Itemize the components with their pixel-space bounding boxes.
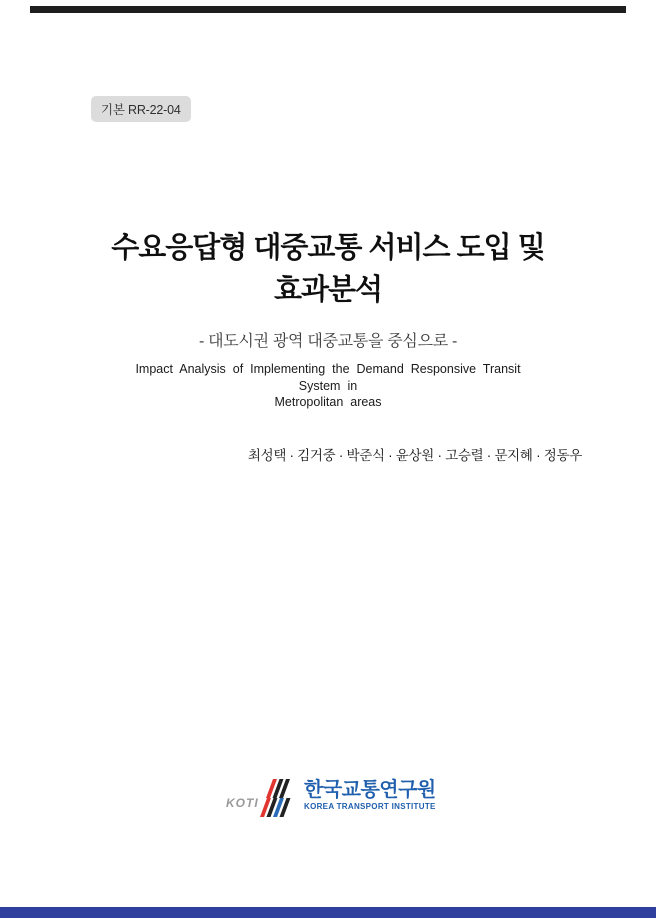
report-number-badge: [91, 96, 191, 122]
report-title-english-line1: Impact Analysis of Implementing the Demand Responsive Transit System in: [135, 362, 521, 393]
report-number-label: 기본 RR-22-04: [101, 103, 181, 117]
report-title-english-line2: Metropolitan areas: [274, 395, 382, 409]
koti-logo: [226, 777, 446, 821]
bottom-accent-bar: [0, 907, 656, 918]
koti-wordmark: KOTI: [226, 796, 259, 810]
report-title: [0, 227, 656, 311]
top-rule-bar: [30, 6, 626, 13]
logo-korean-name: 한국교통연구원: [304, 779, 436, 801]
logo-text-block: [304, 780, 436, 811]
logo-english-name: KOREA TRANSPORT INSTITUTE: [304, 802, 436, 811]
report-title-english: [123, 361, 533, 411]
report-subtitle: - 대도시권 광역 대중교통을 중심으로 -: [198, 333, 458, 350]
report-title-line1: 수요응답형 대중교통 서비스 도입 및: [111, 232, 545, 264]
report-title-line2: 효과분석: [273, 274, 383, 306]
koti-stripes-icon: [256, 777, 300, 819]
authors-line: 최성택 · 김거중 · 박준식 · 윤상원 · 고승렬 · 문지혜 · 정동우: [247, 448, 582, 463]
